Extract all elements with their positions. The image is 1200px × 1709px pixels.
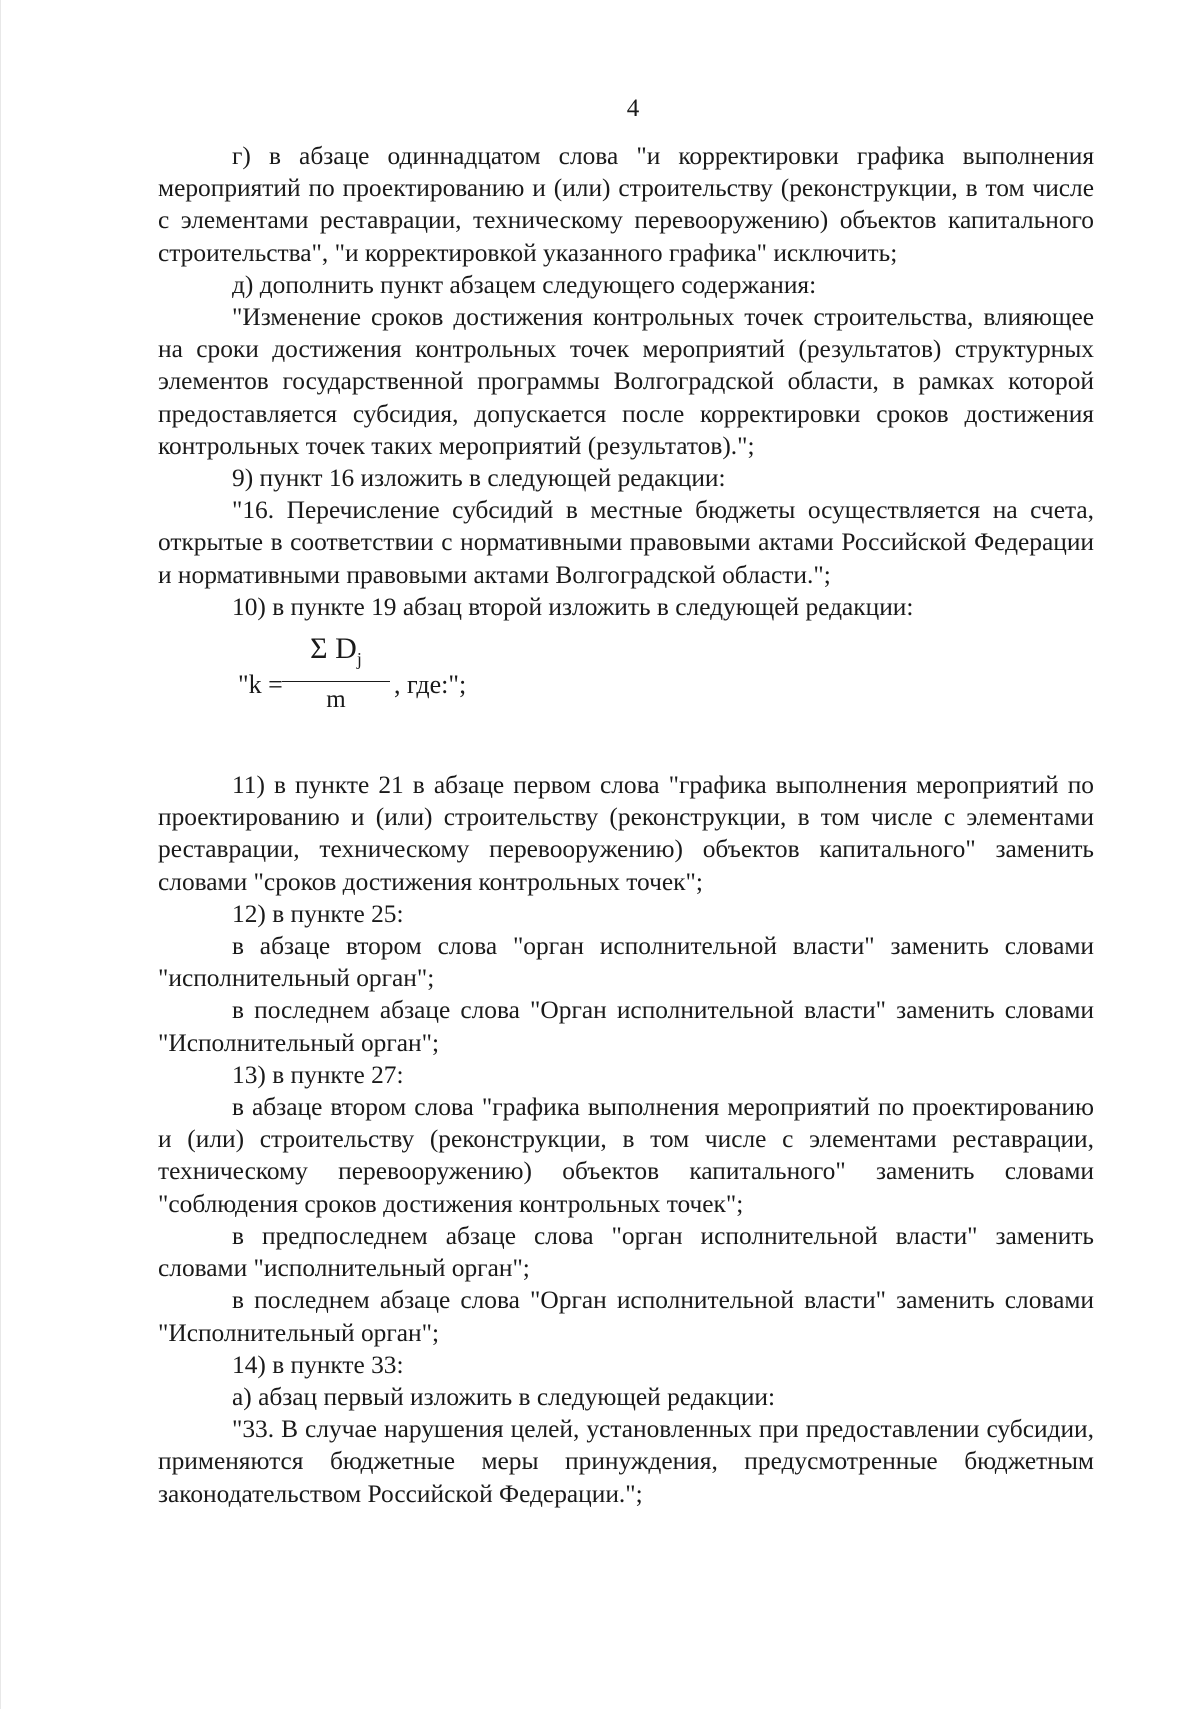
formula-k	[158, 629, 1094, 741]
page-number: 4	[626, 95, 640, 122]
formula-denominator: m	[326, 686, 346, 714]
paragraph-quote-izmenenie: "Изменение сроков достижения контрольных точек строительства, влияющее на сроки достижения контрольных точек мероприятий (результатов) структурных элементов государственной программы Волгоградской области, в рамках которой предоставляется субсидия, допускается после корректировки сроков достижения контрольных точек таких мероприятий (результатов).";	[158, 303, 1094, 460]
formula-numerator-subscript: j	[356, 649, 362, 670]
formula-fraction	[280, 629, 392, 718]
paragraph-13-second: в абзаце втором слова "графика выполнения мероприятий по проектированию и (или) строительству (реконструкции, в том числе с элементами реставрации, техническому перевооружению) объектов капитального" заменить словами "соблюдения сроков достижения контрольных точек";	[158, 1093, 1094, 1218]
paragraph-item-10: 10) в пункте 19 абзац второй изложить в следующей редакции:	[232, 592, 914, 621]
paragraph-item-11: 11) в пункте 21 в абзаце первом слова "графика выполнения мероприятий по проектированию и (или) строительству (реконструкции, в том числе с элементами реставрации, техническому перевооружению) объектов капитального" заменить словами "сроков достижения контрольных точек";	[158, 771, 1094, 896]
formula-suffix: , где:";	[394, 670, 467, 700]
paragraph-14-a: а) абзац первый изложить в следующей редакции:	[232, 1382, 776, 1411]
paragraph-13-penultimate: в предпоследнем абзаце слова "орган исполнительной власти" заменить словами "исполнительный орган";	[158, 1221, 1094, 1283]
formula-numerator	[280, 629, 392, 681]
paragraph-quote-16: "16. Перечисление субсидий в местные бюджеты осуществляется на счета, открытые в соответствии с нормативными правовыми актами Российской Федерации и нормативными правовыми актами Волгоградской области.";	[158, 496, 1094, 589]
paragraph-g: г) в абзаце одиннадцатом слова "и корректировки графика выполнения мероприятий по проектированию и (или) строительству (реконструкции, в том числе с элементами реставрации, техническому перевооружению) объектов капитального строительства", "и корректировкой указанного графика" исключить;	[158, 142, 1094, 267]
paragraph-item-9: 9) пункт 16 изложить в следующей редакции:	[232, 464, 726, 493]
paragraph-13-last: в последнем абзаце слова "Орган исполнительной власти" заменить словами "Исполнительный орган";	[158, 1286, 1094, 1347]
paragraph-item-14: 14) в пункте 33:	[232, 1350, 404, 1379]
paragraph-item-12: 12) в пункте 25:	[232, 899, 404, 928]
paragraph-12-last: в последнем абзаце слова "Орган исполнительной власти" заменить словами "Исполнительный орган";	[158, 996, 1094, 1057]
paragraph-12-second: в абзаце втором слова "орган исполнительной власти" заменить словами "исполнительный орган";	[158, 932, 1094, 993]
paragraph-d: д) дополнить пункт абзацем следующего содержания:	[232, 270, 817, 299]
document-body	[158, 140, 1094, 1510]
formula-numerator-text: Σ D	[310, 632, 357, 666]
formula-prefix: "k =	[238, 670, 283, 700]
paragraph-quote-33: "33. В случае нарушения целей, установленных при предоставлении субсидии, применяются бюджетные меры принуждения, предусмотренные бюджетным законодательством Российской Федерации.";	[158, 1415, 1094, 1508]
paragraph-item-13: 13) в пункте 27:	[232, 1060, 404, 1089]
